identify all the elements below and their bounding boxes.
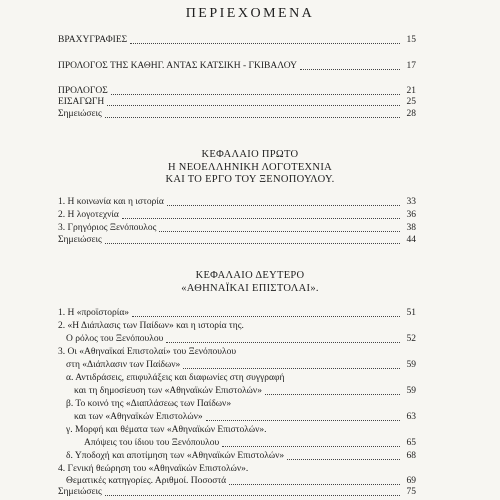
toc-entry [58,463,416,475]
toc-entry [58,372,416,384]
toc-entry [58,486,416,498]
toc-entry-page: 38 [406,223,416,233]
toc-entry-page: 68 [406,451,416,461]
dot-leader [300,69,400,70]
toc-entry [58,209,416,221]
toc-entry-text: Σημειώσεις [58,487,102,497]
toc-entry-text: Απόψεις του ίδιου του Ξενόπουλου [84,438,220,448]
toc-entry-page: 51 [406,308,416,318]
toc-entry-page: 65 [406,438,416,448]
toc-entry [58,234,416,246]
toc-entry-page: 52 [406,334,416,344]
toc-entry-text: γ. Μορφή και θέματα των «Αθηναϊκών Επιστολών». [66,425,267,435]
toc-entry-text: 3. Οι «Αθηναϊκαί Επιστολαί» του Ξενόπουλου [58,347,237,357]
dot-leader [132,316,400,317]
toc-entry-page: 33 [406,197,416,207]
chapter-number: ΚΕΦΑΛΑΙΟ ΠΡΩΤΟ [201,149,299,160]
toc-entry [58,385,416,397]
toc-entry-text: 1. Η κοινωνία και η ιστορία [58,197,164,207]
toc-entry-text: ΠΡΟΛΟΓΟΣ [58,86,108,96]
toc-entry-text: 2. Η λογοτεχνία [58,210,119,220]
dot-leader [206,420,400,421]
toc-entry-page: 44 [406,235,416,245]
dot-leader [111,94,400,95]
toc-entry-page: 21 [406,86,416,96]
chapter-heading [0,270,500,295]
toc-entry-text: και τη δημοσίευση των «Αθηναϊκών Επιστολών» [74,386,262,396]
chapter-title-line: ΚΑΙ ΤΟ ΕΡΓΟ ΤΟΥ ΞΕΝΟΠΟΥΛΟΥ. [165,174,335,185]
toc-entry [58,320,416,332]
dot-leader [229,484,400,485]
toc-entry-page: 69 [406,476,416,486]
toc-entry-page: 15 [406,35,416,45]
toc-entry-page: 28 [406,109,416,119]
chapter-number: ΚΕΦΑΛΑΙΟ ΔΕΥΤΕΡΟ [195,270,305,281]
toc-entry-text: α. Αντιδράσεις, επιφυλάξεις και διαφωνίες στη συγγραφή [66,373,285,383]
dot-leader [222,446,400,447]
toc-entry-page: 36 [406,210,416,220]
dot-leader [107,105,400,106]
toc-entry-page: 59 [406,386,416,396]
toc-entry-page: 25 [406,97,416,107]
toc-entry [58,398,416,410]
toc-entry-text: 2. «Η Διάπλασις των Παίδων» και η ιστορία της. [58,321,244,331]
toc-entry [58,222,416,234]
toc-entry [58,196,416,208]
toc-entry-text: 3. Γρηγόριος Ξενόπουλος [58,223,157,233]
dot-leader [265,394,400,395]
toc-entry-text: δ. Υποδοχή και αποτίμηση των «Αθηναϊκών Επιστολών» [66,451,285,461]
toc-entry-text: ΠΡΟΛΟΓΟΣ ΤΗΣ ΚΑΘΗΓ. ΑΝΤΑΣ ΚΑΤΣΙΚΗ - ΓΚΙΒΑΛΟΥ [58,61,297,71]
page-title: ΠΕΡΙΕΧΟΜΕΝΑ [185,6,315,21]
toc-entry-text: Ο ρόλος του Ξενόπουλου [66,334,164,344]
toc-entry [58,333,416,345]
dot-leader [105,117,400,118]
dot-leader [183,368,400,369]
dot-leader [167,205,400,206]
toc-entry-page: 75 [406,487,416,497]
toc-entry [58,34,416,46]
toc-entry-text: β. Το κοινό της «Διαπλάσεως των Παίδων» [66,399,232,409]
toc-entry [58,437,416,449]
chapter-title-line: «ΑΘΗΝΑΪΚΑΙ ΕΠΙΣΤΟΛΑΙ». [181,282,319,294]
toc-entry [58,60,416,72]
dot-leader [166,342,400,343]
toc-entry-text: Σημειώσεις [58,109,102,119]
toc-entry [58,307,416,319]
toc-entry-text: Θεματικές κατηγορίες. Αριθμοί. Ποσοστά [66,476,227,486]
toc-entry [58,359,416,371]
toc-entry [58,424,416,436]
toc-entry-text: 4. Γενική θεώρηση του «Αθηναϊκών Επιστολών». [58,464,249,474]
toc-entry [58,450,416,462]
toc-entry [58,346,416,358]
toc-entry-text: και των «Αθηναϊκών Επιστολών» [74,412,203,422]
chapter-heading [0,149,500,187]
toc-entry-page: 17 [406,61,416,71]
dot-leader [130,43,400,44]
dot-leader [287,459,400,460]
toc-entry-text: στη «Διάπλασιν των Παίδων» [66,360,181,370]
dot-leader [122,218,400,219]
chapter-title-line: Η ΝΕΟΕΛΛΗΝΙΚΗ ΛΟΓΟΤΕΧΝΙΑ [168,161,332,173]
toc-entry-page: 63 [406,412,416,422]
dot-leader [159,231,400,232]
dot-leader [105,243,400,244]
toc-entry [58,411,416,423]
toc-entry-page: 59 [406,360,416,370]
toc-entry-text: ΕΙΣΑΓΩΓΗ [58,97,105,107]
toc-entry-text: Σημειώσεις [58,235,102,245]
toc-entry [58,108,416,120]
toc-entry [58,96,416,108]
dot-leader [105,495,400,496]
toc-entry-text: ΒΡΑΧΥΓΡΑΦΙΕΣ [58,35,128,45]
toc-entry-text: 1. Η «προϊστορία» [58,308,130,318]
